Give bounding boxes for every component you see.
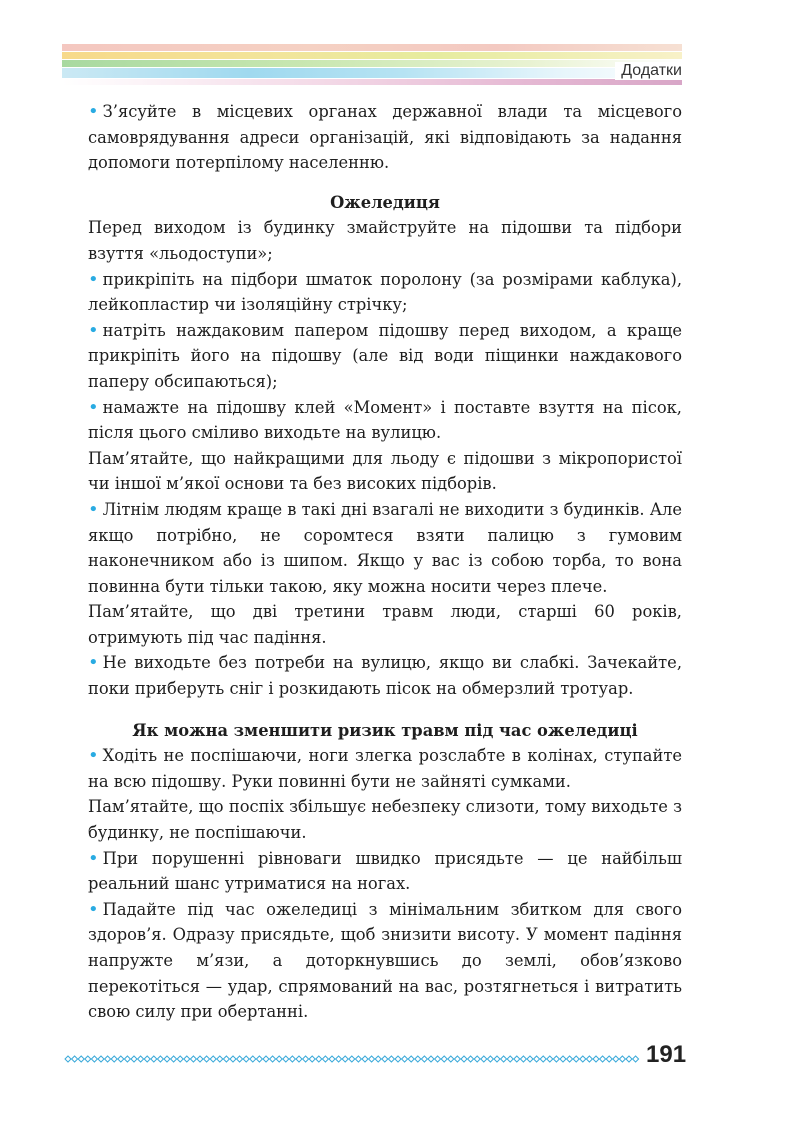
page-number: 191 — [646, 1041, 687, 1068]
paragraph — [88, 215, 682, 266]
ornament-diamond — [190, 1056, 196, 1062]
bullet-icon: • — [88, 101, 99, 122]
ornament-diamond — [65, 1056, 71, 1062]
ornament-diamond — [520, 1056, 526, 1062]
ornament-diamond — [316, 1056, 322, 1062]
paragraph-text: Ходіть не поспішаючи, ноги злегка розслабте в колінах, ступайте на всю підошву. Руки повинні бути не зайняті сумками. — [88, 746, 682, 791]
paragraph-text: натріть наждаковим папером підошву перед виходом, а краще прикріпіть його на підошву (але від води піщинки наждакового паперу обсипаються); — [88, 320, 682, 391]
ornament-diamond — [210, 1056, 216, 1062]
paragraph-text: При порушенні рівноваги швидко присядьте — це найбільш реальний шанс утриматися на ногах. — [88, 848, 682, 894]
ornament-diamond — [494, 1056, 500, 1062]
ornament-diamond — [388, 1056, 394, 1062]
bullet-paragraph — [88, 395, 682, 446]
ornament-diamond — [237, 1056, 243, 1062]
ornament-diamond — [435, 1056, 441, 1062]
ornament-diamond — [600, 1056, 606, 1062]
paragraph-text: Падайте під час ожеледиці з мінімальним збитком для свого здоров’я. Одразу присядьте, щоб знизити висоту. У момент падіння напружте м’язи, а доторкнувшись до землі, обов’язково перекотіться — удар, спрямований на вас, розтягнеться і витратить свою силу при обертанні. — [88, 899, 682, 1022]
ornament-diamond — [540, 1056, 546, 1062]
ornament-diamond — [336, 1056, 342, 1062]
ornament-diamond — [534, 1056, 540, 1062]
bullet-paragraph — [88, 650, 682, 701]
ornament-diamond — [289, 1056, 295, 1062]
ornament-diamond — [586, 1056, 592, 1062]
ornament-diamond — [408, 1056, 414, 1062]
ornament-diamond — [580, 1056, 586, 1062]
ornament-diamond — [296, 1056, 302, 1062]
bullet-icon: • — [88, 847, 99, 869]
bullet-icon: • — [88, 745, 99, 767]
ornament-diamond — [217, 1056, 223, 1062]
ornament-diamond — [263, 1056, 269, 1062]
ornament-diamond — [415, 1056, 421, 1062]
paragraph — [88, 794, 682, 845]
ornament-diamond — [606, 1056, 612, 1062]
ornament-diamond — [514, 1056, 520, 1062]
ornament-diamond — [124, 1056, 130, 1062]
ornament-diamond — [144, 1056, 150, 1062]
ornament-diamond — [454, 1056, 460, 1062]
paragraph-text: Не виходьте без потреби на вулицю, якщо ви слабкі. Зачекайте, поки приберуть сніг і розкидають пісок на обмерзлий тротуар. — [88, 653, 682, 699]
bullet-paragraph — [88, 318, 682, 395]
ornament-diamond — [619, 1056, 625, 1062]
bullet-paragraph — [88, 897, 682, 1025]
ornament-diamond — [553, 1056, 559, 1062]
section-heading-ryzyk-travm: Як можна зменшити ризик травм під час ожеледиці — [132, 720, 638, 740]
ornament-diamond — [138, 1056, 144, 1062]
ornament-diamond — [157, 1056, 163, 1062]
ornament-diamond — [527, 1056, 533, 1062]
bullet-paragraph — [88, 497, 682, 599]
ornament-diamond — [547, 1056, 553, 1062]
bullet-paragraph — [88, 267, 682, 318]
paragraph-text: З’ясуйте в місцевих органах державної влади та місцевого самоврядування адреси організацій, які відповідають за надання допомоги потерпілому населенню. — [88, 102, 682, 173]
bullet-paragraph — [88, 846, 682, 897]
paragraph — [88, 599, 682, 650]
ornament-diamond — [322, 1056, 328, 1062]
ornament-diamond — [303, 1056, 309, 1062]
ornament-diamond — [507, 1056, 513, 1062]
ornament-diamond — [250, 1056, 256, 1062]
ornament-diamond — [243, 1056, 249, 1062]
paragraph-text: Пам’ятайте, що дві третини травм люди, старші 60 років, отримують під час падіння. — [88, 602, 682, 647]
ornament-diamond — [613, 1056, 619, 1062]
ornament-diamond — [283, 1056, 289, 1062]
ornament-diamond — [98, 1056, 104, 1062]
bullet-icon: • — [88, 652, 99, 674]
bullet-icon: • — [88, 319, 99, 341]
footer-ornament-line — [62, 1052, 640, 1066]
ornament-diamond — [78, 1056, 84, 1062]
paragraph-text: Пам’ятайте, що поспіх збільшує небезпеку слизоти, тому виходьте з будинку, не поспішаючи. — [88, 797, 682, 843]
header-decoration-stripes — [62, 44, 682, 86]
ornament-diamond — [362, 1056, 368, 1062]
ornament-diamond — [204, 1056, 210, 1062]
section-ozheledytsia — [88, 215, 682, 701]
ornament-diamond — [197, 1056, 203, 1062]
ornament-diamond — [151, 1056, 157, 1062]
ornament-diamond — [560, 1056, 566, 1062]
ornament-diamond — [593, 1056, 599, 1062]
ornament-diamond — [402, 1056, 408, 1062]
section-ryzyk-travm — [88, 743, 682, 1025]
ornament-diamond — [421, 1056, 427, 1062]
ornament-diamond — [177, 1056, 183, 1062]
paragraph-text: Пам’ятайте, що найкращими для льоду є підошви з мікропористої чи іншої м’якої основи та без високих підборів. — [88, 448, 682, 494]
paragraph-text: намажте на підошву клей «Момент» і поставте взуття на пісок, після цього сміливо виходьте на вулицю. — [88, 397, 682, 443]
ornament-diamond — [501, 1056, 507, 1062]
paragraph-text: прикріпіть на підбори шматок поролону (за розмірами каблука), лейкопластир чи ізоляційну стрічку; — [88, 269, 682, 315]
ornament-diamond — [461, 1056, 467, 1062]
paragraph-text: Літнім людям краще в такі дні взагалі не виходити з будинків. Але якщо потрібно, не соромтеся взяти палицю з гумовим наконечником або із шипом. Якщо у вас із собою торба, то вона повинна бути тільки такою, яку можна носити через плече. — [88, 499, 682, 596]
ornament-diamond — [171, 1056, 177, 1062]
paragraph — [88, 446, 682, 497]
bullet-paragraph — [88, 99, 682, 176]
ornament-diamond — [230, 1056, 236, 1062]
bullet-icon: • — [88, 498, 99, 520]
ornament-diamond — [91, 1056, 97, 1062]
ornament-diamond — [118, 1056, 124, 1062]
ornament-diamond — [342, 1056, 348, 1062]
ornament-diamond — [329, 1056, 335, 1062]
ornament-diamond — [256, 1056, 262, 1062]
ornament-diamond — [85, 1056, 91, 1062]
ornament-diamond — [349, 1056, 355, 1062]
ornament-diamond — [567, 1056, 573, 1062]
ornament-diamond — [633, 1056, 639, 1062]
ornament-diamond — [395, 1056, 401, 1062]
ornament-diamond — [375, 1056, 381, 1062]
section-label: Додатки — [615, 62, 682, 80]
bullet-icon: • — [88, 268, 99, 290]
ornament-diamond — [111, 1056, 117, 1062]
ornament-diamond — [309, 1056, 315, 1062]
ornament-diamond — [481, 1056, 487, 1062]
paragraph-text: Перед виходом із будинку змайструйте на підошви та підбори взуття «льодоступи»; — [88, 218, 682, 263]
bullet-icon: • — [88, 898, 99, 920]
ornament-diamond — [573, 1056, 579, 1062]
bullet-paragraph — [88, 743, 682, 794]
intro-block — [88, 99, 682, 176]
ornament-diamond — [223, 1056, 229, 1062]
bullet-icon: • — [88, 396, 99, 418]
ornament-diamond — [72, 1056, 78, 1062]
ornament-diamond — [369, 1056, 375, 1062]
ornament-diamond — [184, 1056, 190, 1062]
ornament-diamond — [164, 1056, 170, 1062]
ornament-diamond — [131, 1056, 137, 1062]
page-content — [88, 99, 682, 1025]
ornament-diamond — [468, 1056, 474, 1062]
ornament-diamond — [382, 1056, 388, 1062]
ornament-diamond — [428, 1056, 434, 1062]
ornament-diamond — [448, 1056, 454, 1062]
ornament-diamond — [276, 1056, 282, 1062]
ornament-diamond — [487, 1056, 493, 1062]
ornament-diamond — [626, 1056, 632, 1062]
ornament-diamond — [441, 1056, 447, 1062]
ornament-diamond — [270, 1056, 276, 1062]
ornament-diamond — [474, 1056, 480, 1062]
ornament-diamond — [355, 1056, 361, 1062]
ornament-diamond — [105, 1056, 111, 1062]
section-heading-ozheledytsia: Ожеледиця — [330, 192, 440, 212]
